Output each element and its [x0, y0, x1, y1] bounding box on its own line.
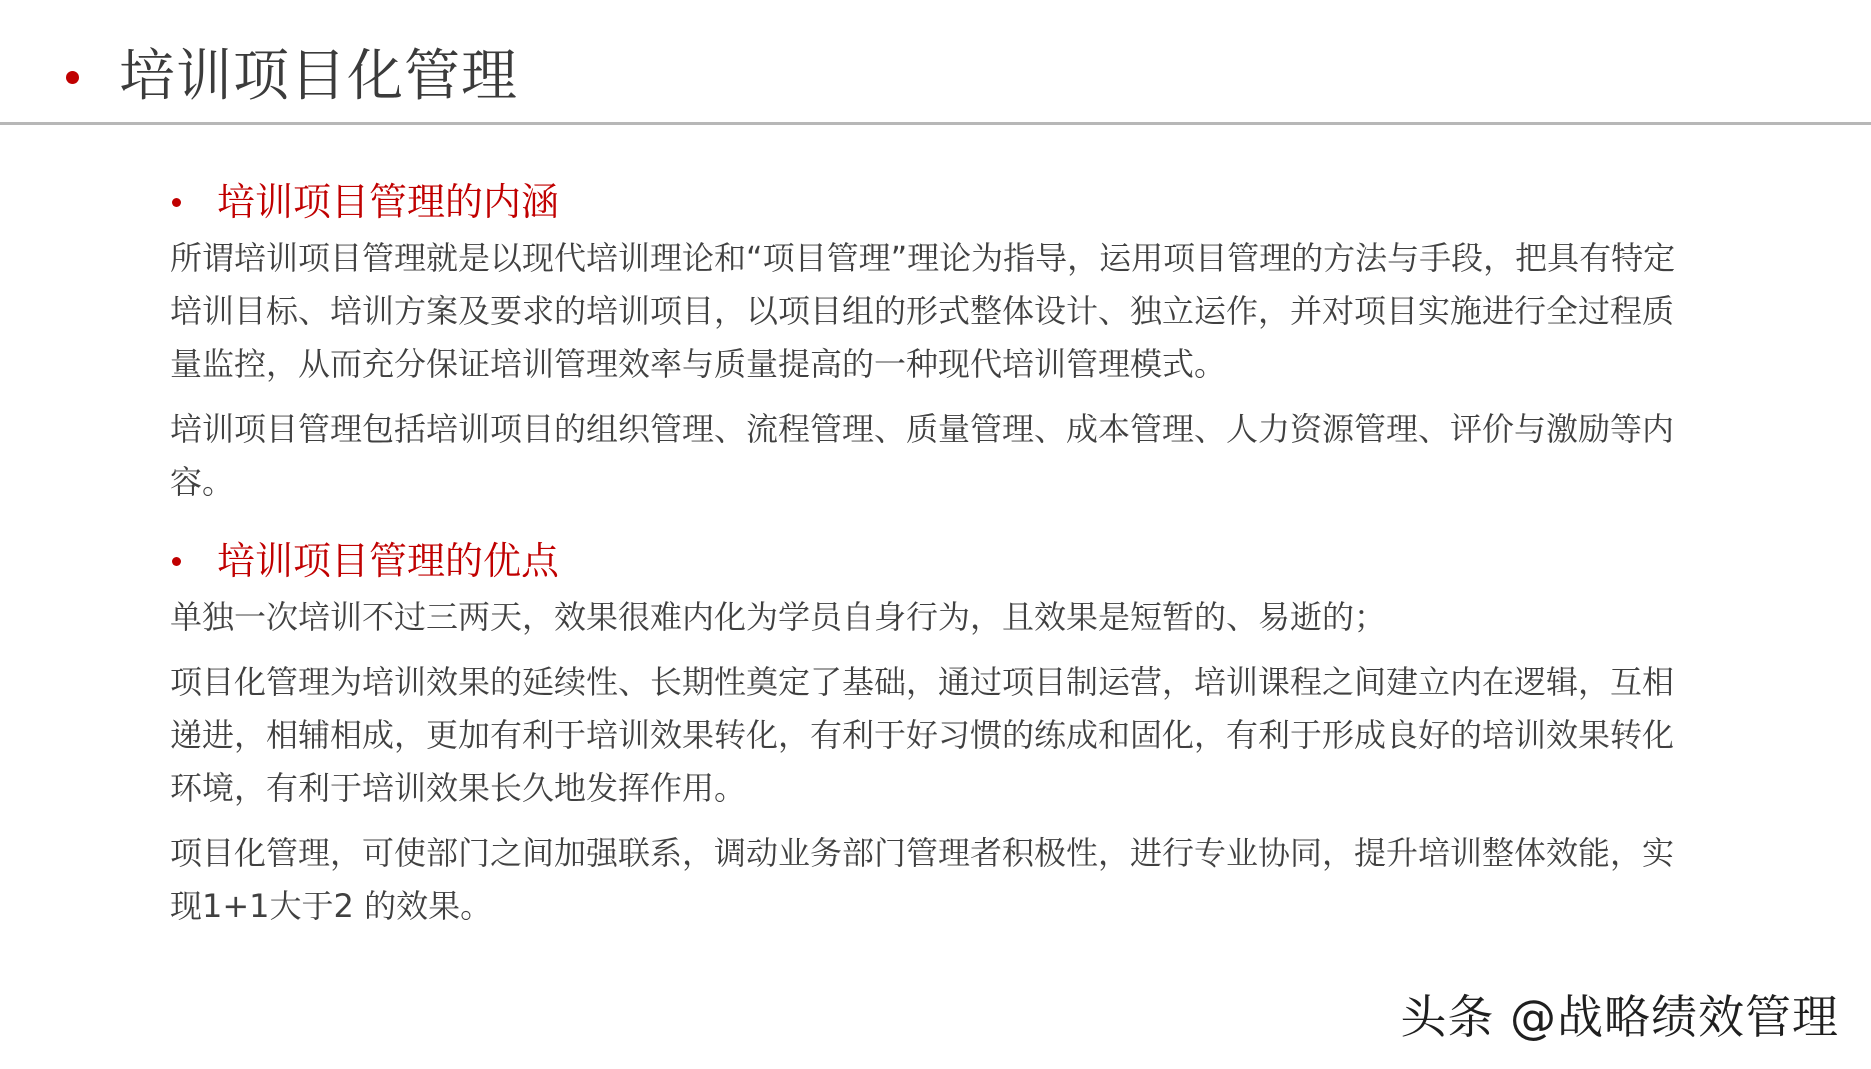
- bullet-icon: [172, 557, 181, 566]
- section-heading: [172, 531, 1700, 591]
- title-divider: [0, 122, 1871, 125]
- slide-content: [170, 172, 1700, 933]
- watermark: 头条 @战略绩效管理: [1400, 990, 1839, 1044]
- bullet-icon: [172, 198, 181, 207]
- paragraph: 项目化管理，可使部门之间加强联系，调动业务部门管理者积极性，进行专业协同，提升培训整体效能，实现1+1大于2 的效果。: [170, 834, 1675, 925]
- slide-title: [66, 42, 518, 112]
- paragraph: 所谓培训项目管理就是以现代培训理论和“项目管理”理论为指导，运用项目管理的方法与手段，把具有特定培训目标、培训方案及要求的培训项目，以项目组的形式整体设计、独立运作，并对项目实施进行全过程质量监控，从而充分保证培训管理效率与质量提高的一种现代培训管理模式。: [170, 239, 1676, 383]
- section-connotation: [170, 172, 1700, 509]
- section-title: 培训项目管理的内涵: [217, 180, 560, 224]
- title-bullet-icon: [66, 71, 79, 84]
- section-title: 培训项目管理的优点: [217, 539, 560, 583]
- section-heading: [172, 172, 1700, 232]
- page-title: 培训项目化管理: [119, 44, 518, 109]
- paragraph: 单独一次培训不过三两天，效果很难内化为学员自身行为，且效果是短暂的、易逝的；: [170, 598, 1387, 636]
- paragraph: 项目化管理为培训效果的延续性、长期性奠定了基础，通过项目制运营，培训课程之间建立内在逻辑，互相递进，相辅相成，更加有利于培训效果转化，有利于好习惯的练成和固化，有利于形成良好的培训效果转化环境，有利于培训效果长久地发挥作用。: [170, 663, 1675, 807]
- paragraph: 培训项目管理包括培训项目的组织管理、流程管理、质量管理、成本管理、人力资源管理、评价与激励等内容。: [170, 410, 1675, 501]
- section-advantages: [170, 531, 1700, 933]
